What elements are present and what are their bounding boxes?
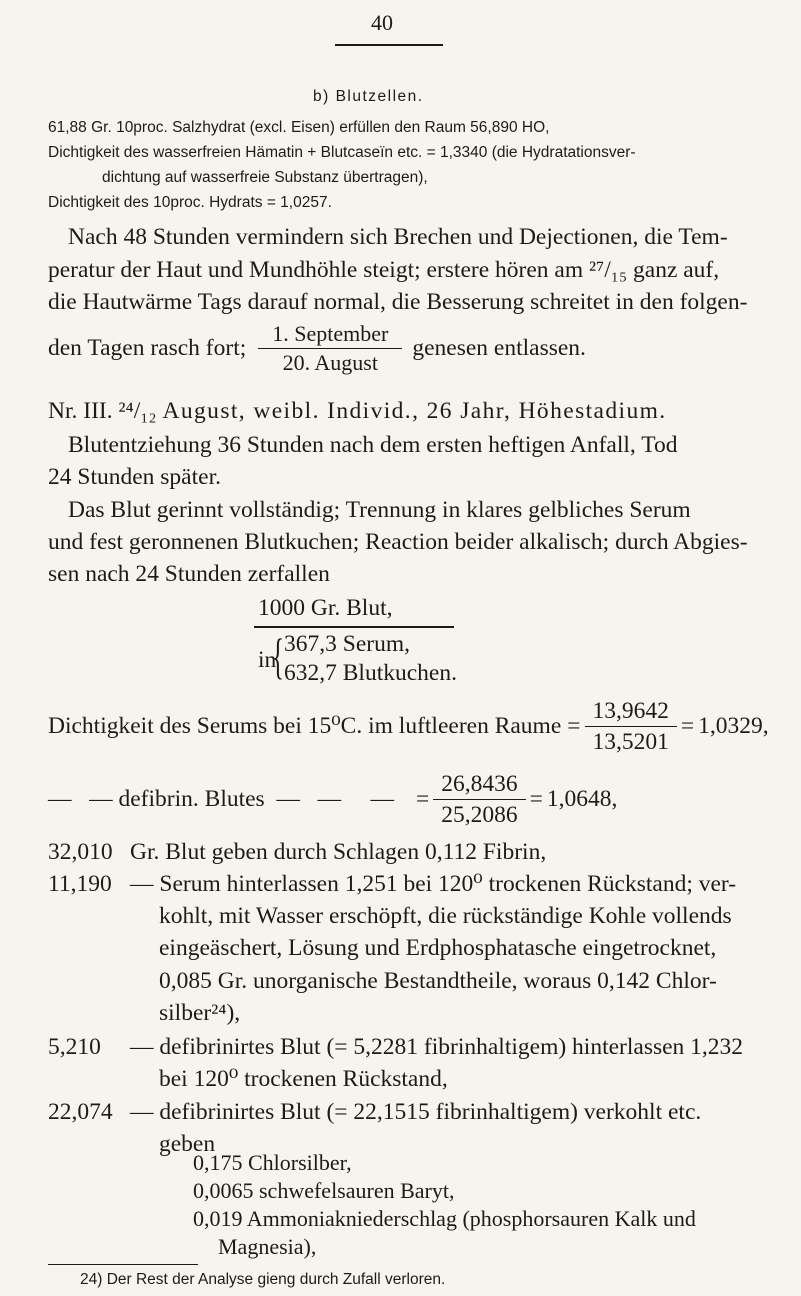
paragraph-tail: genesen entlassen. [412, 335, 586, 361]
fraction-numerator: 1. September [258, 321, 402, 349]
density-fraction [433, 770, 525, 829]
fraction-denominator: 13,5201 [592, 728, 669, 755]
analysis-line: eingeäschert, Lösung und Erdphosphatasche eingetrocknet, [159, 935, 717, 961]
blood-in-label: in [258, 647, 277, 673]
date-fraction [258, 321, 402, 376]
paragraph-line: sen nach 24 Stunden zerfallen [48, 561, 330, 587]
analysis-line: Gr. Blut geben durch Schlagen 0,112 Fibrin, [130, 839, 547, 865]
fraction-numerator: 26,8436 [433, 770, 525, 800]
equals-sign: = [680, 713, 695, 739]
analysis-line: bei 120⁰ trockenen Rückstand, [159, 1066, 448, 1092]
equals-sign: = [415, 786, 430, 812]
blood-part: 367,3 Serum, [284, 631, 410, 657]
paragraph-line: Blutentziehung 36 Stunden nach dem ersten heftigen Anfall, Tod [68, 432, 678, 458]
equals-sign: = [529, 786, 543, 812]
paragraph-line: Das Blut gerinnt vollständig; Trennung in klares gelbliches Serum [68, 497, 691, 523]
result-line: Magnesia), [218, 1234, 317, 1259]
paragraph-line: die Hautwärme Tags darauf normal, die Besserung schreitet in den folgen- [48, 289, 748, 315]
density-result: 1,0329, [698, 713, 769, 739]
fraction-denominator: 25,2086 [441, 801, 518, 828]
analysis-line: silber²⁴), [159, 1000, 241, 1026]
analysis-line: — defibrinirtes Blut (= 22,1515 fibrinhaltigem) verkohlt etc. [130, 1099, 702, 1125]
brace-icon: { [272, 628, 284, 684]
case-header [48, 396, 667, 426]
total-rule [254, 626, 454, 628]
paragraph-line: Nach 48 Stunden vermindern sich Brechen und Dejectionen, die Tem- [68, 224, 728, 250]
paragraph-line: 24 Stunden später. [48, 464, 221, 490]
density-lead: — — defibrin. Blutes — — — [48, 786, 394, 812]
result-line: 0,175 Chlorsilber, [193, 1150, 352, 1175]
paragraph-lead: den Tagen rasch fort; [48, 335, 247, 361]
result-line: 0,019 Ammoniakniederschlag (phosphorsauren Kalk und [193, 1206, 696, 1231]
analysis-line: — defibrinirtes Blut (= 5,2281 fibrinhaltigem) hinterlassen 1,232 [130, 1034, 744, 1060]
intro-line: Dichtigkeit des 10proc. Hydrats = 1,0257. [48, 194, 332, 211]
analysis-line: geben [159, 1131, 216, 1157]
density-lead: Dichtigkeit des Serums bei 15⁰C. im luftleeren Raume [48, 713, 562, 739]
intro-line: dichtung auf wasserfreie Substanz übertragen), [102, 169, 428, 186]
analysis-amount: 5,210 [48, 1034, 101, 1060]
analysis-line: kohlt, mit Wasser erschöpft, die rückständige Kohle vollends [159, 903, 732, 929]
result-line: 0,0065 schwefelsauren Baryt, [193, 1178, 455, 1203]
analysis-amount: 11,190 [48, 871, 112, 897]
density-result: 1,0648, [546, 786, 618, 812]
blood-part: 632,7 Blutkuchen. [284, 660, 457, 686]
intro-line: Dichtigkeit des wasserfreien Hämatin + Blutcaseïn etc. = 1,3340 (die Hydratationsver- [48, 144, 636, 161]
blood-total: 1000 Gr. Blut, [258, 595, 393, 621]
analysis-line: — Serum hinterlassen 1,251 bei 120⁰ trockenen Rückstand; ver- [130, 871, 737, 897]
analysis-amount: 32,010 [48, 839, 113, 865]
density-blood-line [48, 764, 617, 834]
footnote: 24) Der Rest der Analyse gieng durch Zufall verloren. [80, 1271, 446, 1288]
paragraph-line: und fest geronnenen Blutkuchen; Reaction beider alkalisch; durch Abgies- [48, 529, 748, 555]
section-heading: b) Blutzellen. [313, 88, 424, 105]
case-description: August, weibl. Individ., 26 Jahr, Höhestadium. [162, 398, 667, 424]
paragraph-last-line [48, 313, 586, 383]
header-rule [335, 44, 443, 46]
density-fraction [585, 697, 677, 756]
footnote-rule [48, 1264, 198, 1265]
paragraph-line: peratur der Haut und Mundhöhle steigt; erstere hören am ²⁷/₁₅ ganz auf, [48, 257, 720, 283]
intro-line: 61,88 Gr. 10proc. Salzhydrat (excl. Eisen) erfüllen den Raum 56,890 HO, [48, 119, 550, 136]
analysis-line: 0,085 Gr. unorganische Bestandtheile, woraus 0,142 Chlor- [159, 968, 717, 994]
analysis-amount: 22,074 [48, 1099, 113, 1125]
equals-sign: = [567, 713, 581, 739]
fraction-denominator: 20. August [282, 349, 378, 375]
case-number: Nr. III. ²⁴/₁₂ [48, 398, 157, 424]
fraction-numerator: 13,9642 [585, 697, 677, 727]
page-number: 40 [371, 10, 393, 35]
density-serum-line [48, 691, 769, 761]
